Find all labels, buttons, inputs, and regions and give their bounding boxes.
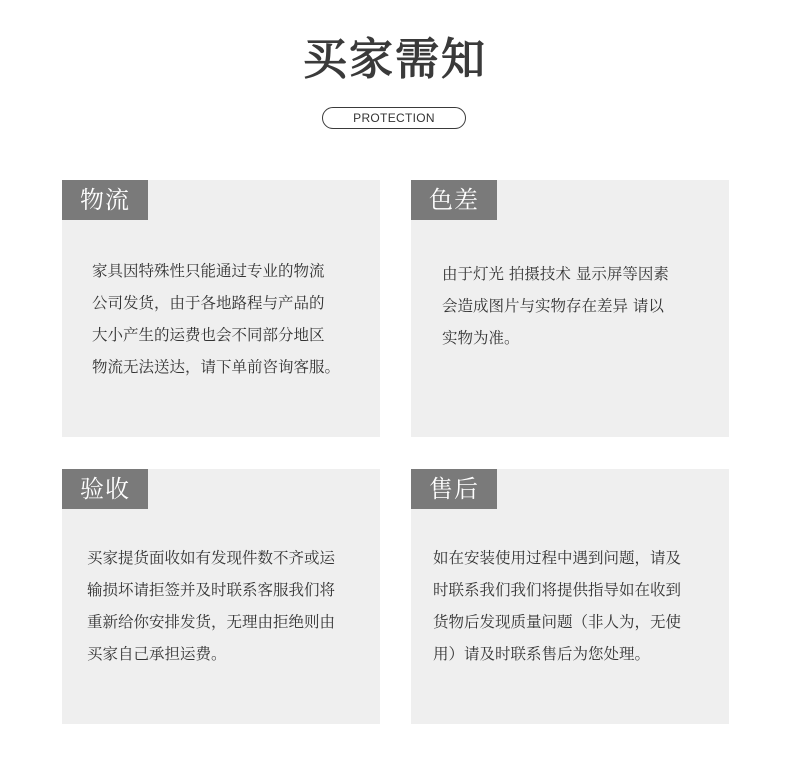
card-text-inspection: 买家提货面收如有发现件数不齐或运 输损坏请拒签并及时联系客服我们将 重新给你安排发货，无理由拒绝则由 买家自己承担运费。 (87, 549, 336, 663)
card-tag-inspection: 验收 (62, 469, 148, 509)
card-tag-logistics: 物流 (62, 180, 148, 220)
subtitle-badge: PROTECTION (322, 107, 466, 129)
card-text-logistics: 家具因特殊性只能通过专业的物流 公司发货，由于各地路程与产品的 大小产生的运费也会不同部分地区 物流无法送达，请下单前咨询客服。 (92, 262, 341, 376)
card-tag-color-difference: 色差 (411, 180, 497, 220)
card-inspection (62, 469, 380, 724)
page-title: 买家需知 (303, 34, 487, 85)
card-logistics (62, 180, 380, 437)
card-tag-after-sales: 售后 (411, 469, 497, 509)
card-text-after-sales: 如在安装使用过程中遇到问题，请及 时联系我们我们将提供指导如在收到 货物后发现质量问题（非人为，无使 用）请及时联系售后为您处理。 (433, 549, 682, 663)
card-color-difference (411, 180, 729, 437)
card-after-sales (411, 469, 729, 724)
card-text-color-difference: 由于灯光 拍摄技术 显示屏等因素 会造成图片与实物存在差异 请以 实物为准。 (442, 265, 669, 347)
